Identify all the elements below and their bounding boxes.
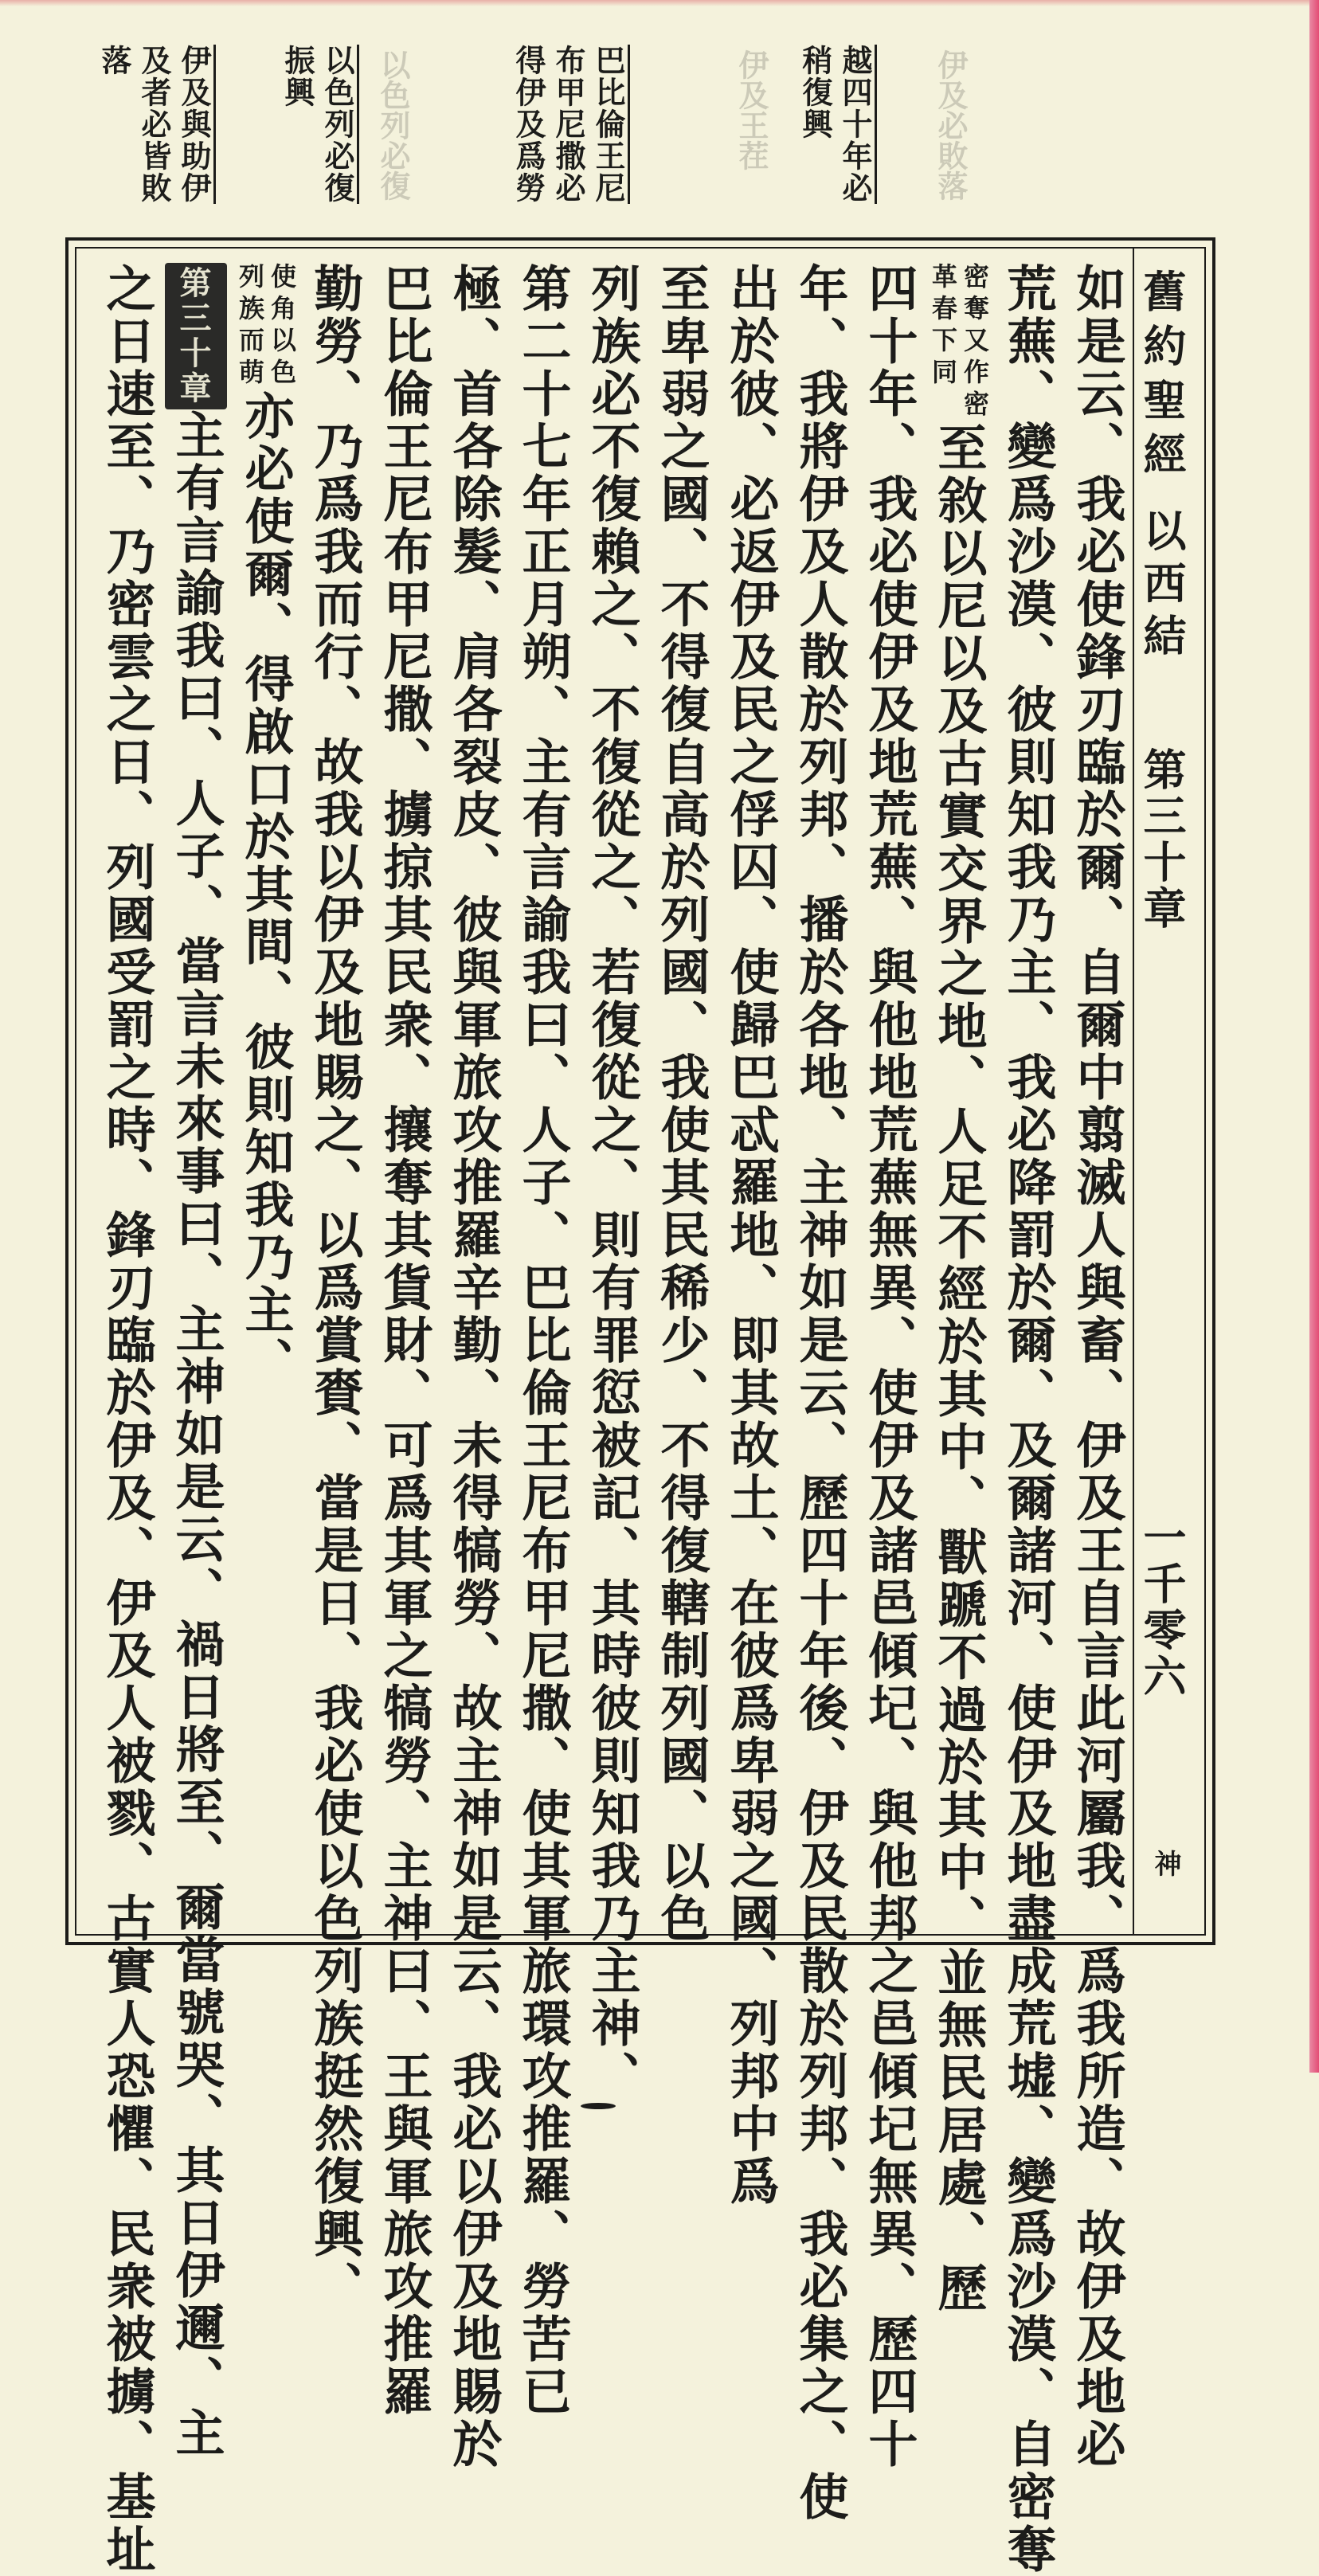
- text-column-body: 至敘以尼以及古實交界之地、人足不經於其中、獸蹏不過於其中、並無民居處、歷: [930, 422, 988, 2315]
- text-column-body: 列族必不復賴之、不復從之、若復從之、則有罪愆被記、其時彼則知我乃主神、: [583, 263, 641, 2103]
- corner-character: 神: [1149, 1850, 1181, 1877]
- text-column: 極、首各除髮、肩各裂皮、彼與軍旅攻推羅辛勤、未得犒勞、故主神如是云、我必以伊及地賜於: [444, 263, 503, 2471]
- ghost-notes: [932, 49, 969, 201]
- page-right-edge: [1309, 0, 1319, 2073]
- inline-note-line: 使角以色: [267, 263, 297, 390]
- text-column: [234, 263, 296, 1920]
- text-column: 第二十七年正月朔、主有言諭我曰、人子、巴比倫王尼布甲尼撒、使其軍旅環攻推羅、勞苦已: [514, 263, 572, 2418]
- inline-note-line: 列族而萌: [235, 263, 265, 390]
- text-frame: [65, 237, 1215, 2576]
- ghost-note: 伊及必敗落: [933, 49, 969, 201]
- ghost-note: 伊及王茬: [734, 49, 769, 170]
- text-column: 出於彼、必返伊及民之俘囚、使歸巴忒羅地、即其故土、在彼爲卑弱之國、列邦中爲: [722, 263, 780, 2208]
- text-column-body: 主有言諭我曰、人子、當言未來事曰、主神如是云、禍日將至、爾當號哭、其日伊邇、主: [167, 409, 225, 2460]
- margin-note-2: [510, 45, 630, 204]
- margin-note-3: [279, 45, 359, 204]
- book-name: 以西結: [1137, 508, 1188, 666]
- margin-note-line: 振興: [280, 45, 315, 108]
- margin-note-line: 巴比倫王尼: [589, 45, 630, 204]
- margin-note-line: 落: [96, 45, 132, 76]
- book-title: 舊約聖經: [1137, 269, 1188, 486]
- text-body: [96, 263, 1128, 2576]
- text-column: 勤勞、乃爲我而行、故我以伊及地賜之、以爲賞賚、當是日、我必使以色列族挺然復興、: [306, 263, 364, 2313]
- inline-note: [234, 263, 296, 390]
- margin-note-4: [96, 45, 216, 204]
- text-column: 年、我將伊及人散於列邦、播於各地、主神如是云、歷四十年後、伊及民散於列邦、我必集之、使: [791, 263, 849, 2523]
- chapter-badge: 第三十章: [165, 263, 227, 409]
- margin-note-line: 布甲尼撒必: [550, 45, 586, 204]
- page-number: 一千零六: [1137, 1515, 1188, 1700]
- ghost-note: 以色列必復: [375, 49, 411, 201]
- paragraph-mark: [581, 2103, 616, 2109]
- text-column: [581, 263, 643, 2103]
- margin-note-line: 以色列必復: [319, 45, 359, 204]
- text-column: [927, 263, 990, 2315]
- text-column: 荒蕪、變爲沙漠、彼則知我乃主、我必降罰於爾、及爾諸河、使伊及地盡成荒墟、變爲沙漠、自密奪: [999, 263, 1057, 2576]
- text-column: 如是云、我必使鋒刃臨於爾、自爾中翦滅人與畜、伊及王自言此河屬我、爲我所造、故伊及地必: [1068, 263, 1126, 2471]
- margin-note-line: 及者必皆敗: [136, 45, 172, 204]
- margin-note-line: 越四十年必: [836, 45, 877, 204]
- text-column: 巴比倫王尼布甲尼撒、擄掠其民衆、攘奪其貨財、可爲其軍之犒勞、主神曰、王與軍旅攻推羅: [375, 263, 433, 2418]
- ghost-notes: [374, 49, 411, 201]
- margin-note-1: [796, 45, 877, 204]
- inline-note-line: 革春下同: [928, 263, 958, 390]
- chapter-reference: 第三十章: [1137, 747, 1188, 932]
- margin-note-line: 伊及與助伊: [175, 45, 216, 204]
- margin-note-line: 得伊及爲勞: [511, 45, 546, 204]
- text-column: 之日速至、乃密雲之日、列國受罰之時、鋒刃臨於伊及、伊及人被戮、古實人恐懼、民衆被擄、基址: [98, 263, 156, 2576]
- text-column-body: 亦必使爾、得啟口於其間、彼則知我乃主、: [237, 390, 295, 1389]
- text-column: 四十年、我必使伊及地荒蕪、與他地荒蕪無異、使伊及諸邑傾圮、與他邦之邑傾圮無異、歷四十: [860, 263, 918, 2471]
- inline-note-line: 密奪又作密: [960, 263, 990, 422]
- text-frame-inner: [75, 247, 1206, 2576]
- ghost-notes: [733, 49, 769, 170]
- inline-note: [927, 263, 989, 422]
- text-column: 至卑弱之國、不得復自高於列國、我使其民稀少、不得復轄制列國、以色: [652, 263, 710, 1945]
- running-header: [1133, 249, 1204, 1934]
- margin-note-line: 稍復興: [797, 45, 833, 140]
- page-top-edge: [0, 0, 1319, 6]
- text-column: [165, 263, 227, 2460]
